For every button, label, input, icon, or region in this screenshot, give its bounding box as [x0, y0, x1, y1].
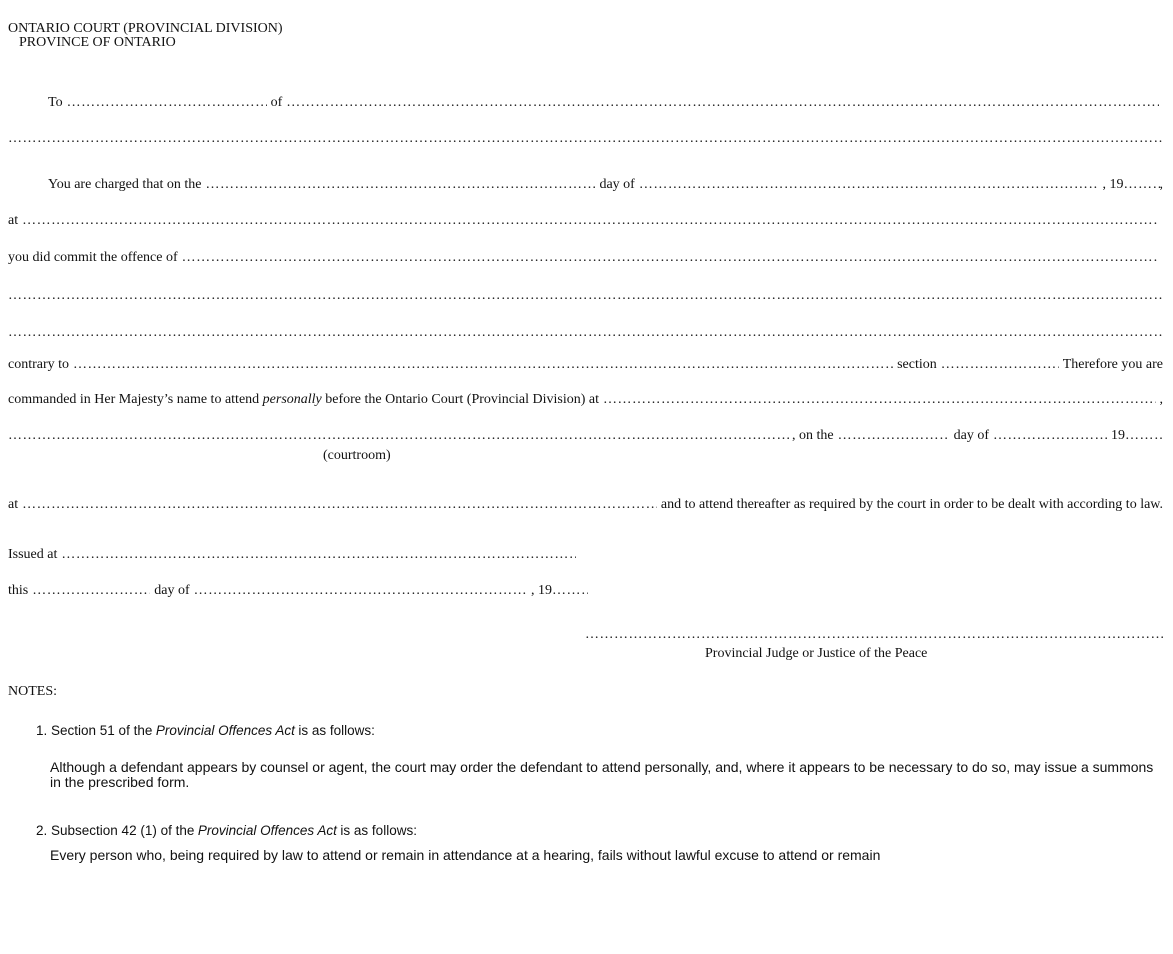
section-label: section — [897, 357, 937, 372]
issued-day-field[interactable] — [32, 583, 150, 599]
signature-line — [585, 627, 1163, 645]
of-label: of — [270, 95, 283, 110]
notes-title: NOTES: — [8, 684, 57, 699]
province-name: PROVINCE OF ONTARIO — [19, 35, 176, 50]
contrary-line — [8, 357, 1163, 375]
to-line — [48, 95, 1163, 113]
signature-caption: Provincial Judge or Justice of the Peace — [705, 646, 928, 661]
recipient-address-field-2[interactable] — [8, 131, 1163, 147]
appearance-date-line — [8, 428, 1163, 446]
offence-description-field-2[interactable] — [8, 288, 1163, 304]
on-the-label: , on the — [792, 428, 834, 443]
commanded-text: commanded in Her Majesty’s name to attend personally before the Ontario Court (Provincial Division) at — [8, 392, 599, 407]
offence-description-field-3[interactable] — [8, 325, 1163, 341]
recipient-name-field[interactable] — [67, 95, 267, 111]
offence-location-field[interactable] — [22, 213, 1159, 229]
appearance-time-field[interactable] — [22, 497, 657, 513]
offence-description-line-3 — [8, 325, 1163, 343]
this-label: this — [8, 583, 29, 598]
appearance-day-field[interactable] — [838, 428, 950, 444]
address-continuation-line — [8, 131, 1163, 149]
form-header — [8, 22, 283, 50]
to-label: To — [48, 95, 63, 110]
courtroom-field[interactable] — [8, 428, 792, 444]
issued-line — [8, 547, 580, 565]
issued-year-field[interactable] — [552, 583, 588, 599]
year-prefix-label: , 19 — [1102, 177, 1124, 192]
issued-label: Issued at — [8, 547, 58, 562]
section-number-field[interactable] — [941, 357, 1059, 373]
appearance-month-field[interactable] — [993, 428, 1107, 444]
offence-day-field[interactable] — [205, 177, 595, 193]
court-name: ONTARIO COURT (PROVINCIAL DIVISION) — [8, 21, 283, 36]
court-location-field[interactable] — [603, 392, 1156, 408]
commanded-line: commanded in Her Majesty’s name to attend personally before the Ontario Court (Provincial Division) at ………………………………………………………………………………………………………………………………………………………………………………………………………………………………………………………………………………………………………………………………………… , — [8, 392, 1163, 410]
offence-location-line — [8, 213, 1163, 231]
charged-label: You are charged that on the — [48, 177, 202, 192]
charge-date-line: You are charged that on the ………………………………………………………………………………………………………………………………………………………………………………………………………………………………………………………………………………………………………………………………………… day of ………………………………………………………………………………………………………………………………………………………………………………………………………………………………………………………………………………………………………………………………………… , 19 ………………………………………………………………………………………………………………………………………………………………………………………………………………………………………………………………………………………………………………………………………… , — [48, 177, 1163, 195]
day-of-label-2: day of — [953, 428, 989, 443]
at-label: at — [8, 213, 19, 228]
issued-date-line — [8, 583, 588, 601]
appearance-year-field[interactable] — [1125, 428, 1163, 444]
at-label-2: at — [8, 497, 19, 512]
statute-field[interactable] — [73, 357, 893, 373]
note-1-heading: 1. Section 51 of the Provincial Offences Act is as follows: — [36, 723, 375, 738]
courtroom-caption: (courtroom) — [323, 448, 391, 463]
contrary-label: contrary to — [8, 357, 70, 372]
therefore-label: Therefore you are — [1062, 357, 1163, 372]
issued-month-field[interactable] — [194, 583, 527, 599]
year-prefix-label-2: 19 — [1111, 428, 1125, 443]
note-1-body: Although a defendant appears by counsel or agent, the court may order the defendant to attend personally, and, where it appears to be necessary to do so, may issue a summons in the prescribed form. — [50, 759, 1154, 790]
offence-description-line-2 — [8, 288, 1163, 306]
recipient-address-field[interactable] — [286, 95, 1159, 111]
offence-description-field[interactable] — [182, 250, 1159, 266]
offence-month-field[interactable] — [639, 177, 1099, 193]
offence-label: you did commit the offence of — [8, 250, 178, 265]
year-prefix-label-3: , 19 — [531, 583, 552, 598]
issued-location-field[interactable] — [61, 547, 576, 563]
note-2-heading: 2. Subsection 42 (1) of the Provincial Offences Act is as follows: — [36, 823, 417, 838]
personally-emphasis: personally — [262, 392, 322, 407]
signature-field[interactable] — [585, 627, 1163, 645]
appearance-time-line — [8, 497, 1163, 515]
note-2-body: Every person who, being required by law to attend or remain in attendance at a hearing, fails without lawful excuse to attend or remain — [50, 848, 881, 863]
offence-year-field[interactable] — [1124, 177, 1160, 193]
day-of-label-3: day of — [154, 583, 190, 598]
offence-line — [8, 250, 1163, 268]
day-of-label: day of — [599, 177, 635, 192]
attend-text: and to attend thereafter as required by the court in order to be dealt with according to law. — [660, 497, 1163, 512]
